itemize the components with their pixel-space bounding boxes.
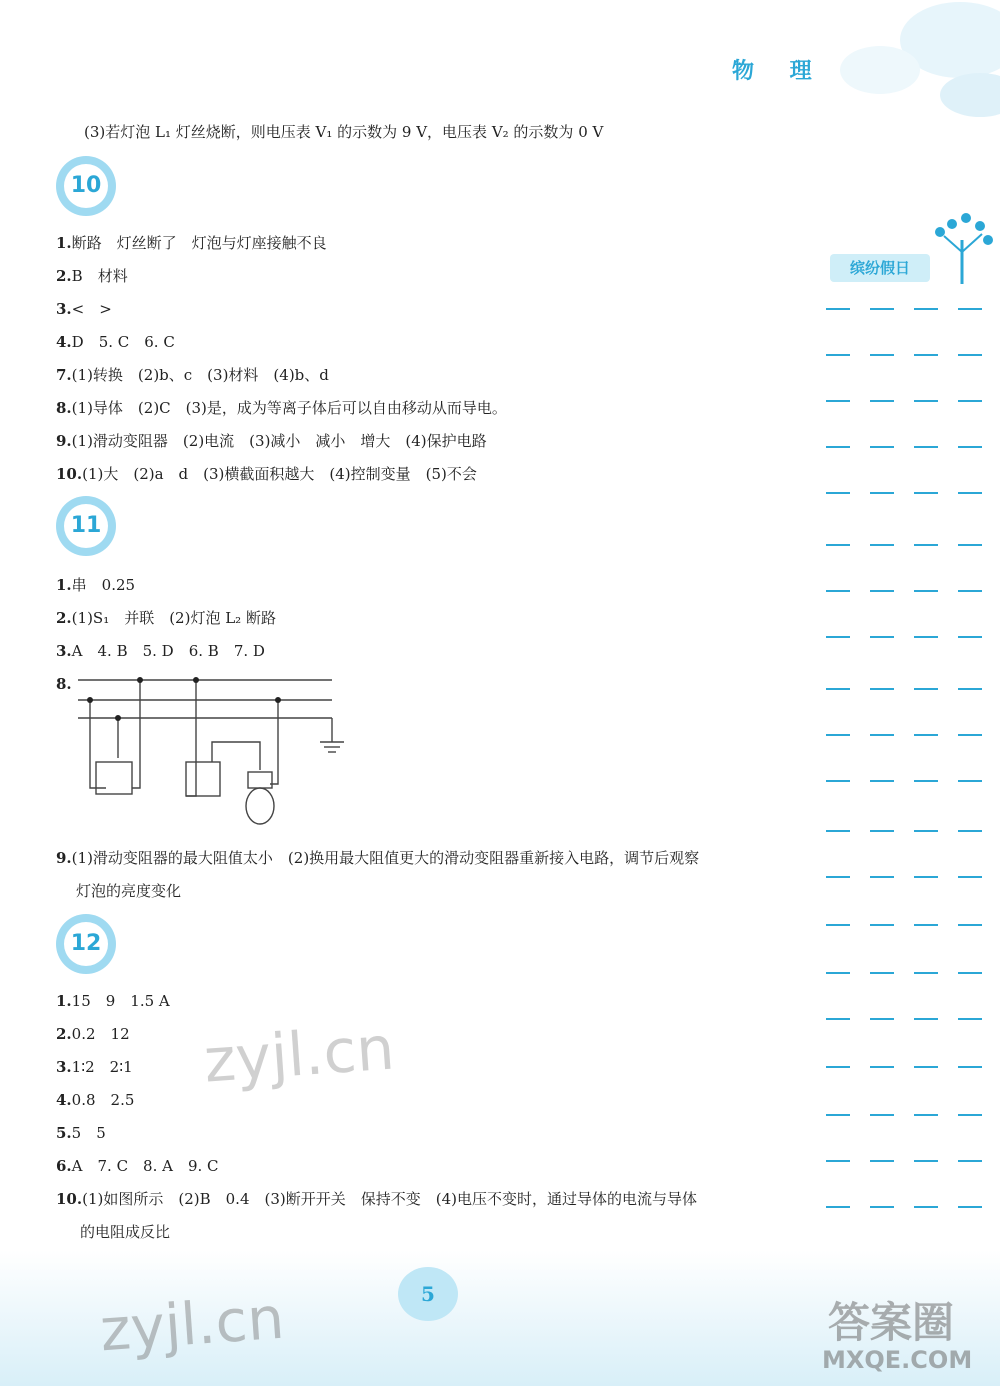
answer-line: 6.A 7. C 8. A 9. C: [56, 1157, 219, 1175]
section-number: 12: [70, 931, 102, 956]
answer-line: 灯泡的亮度变化: [76, 882, 182, 900]
note-line: [826, 492, 1000, 494]
notes-sidebar: [826, 210, 1000, 1270]
note-line: [826, 636, 1000, 638]
answer-line: 2.B 材料: [56, 267, 128, 285]
watermark: zyjl.cn: [97, 1283, 287, 1365]
note-line: [826, 688, 1000, 690]
intro-line: (3)若灯泡 L₁ 灯丝烧断，则电压表 V₁ 的示数为 9 V，电压表 V₂ 的示数为 0 V: [84, 123, 604, 141]
note-line: [826, 1018, 1000, 1020]
note-line: [826, 354, 1000, 356]
answer-line: 1.串 0.25: [56, 576, 136, 594]
answer-line: 1.断路 灯丝断了 灯泡与灯座接触不良: [56, 234, 327, 252]
note-line: [826, 590, 1000, 592]
answer-line: 3.1∶2 2∶1: [56, 1058, 133, 1076]
note-line: [826, 1114, 1000, 1116]
answer-line: 2.0.2 12: [56, 1025, 130, 1043]
answer-line: 9.(1)滑动变阻器的最大阻值太小 (2)换用最大阻值更大的滑动变阻器重新接入电路，调节后观察: [56, 849, 700, 867]
note-line: [826, 734, 1000, 736]
note-line: [826, 544, 1000, 546]
section-badge: [54, 494, 118, 558]
watermark: zyjl.cn: [201, 1013, 397, 1097]
note-line: [826, 830, 1000, 832]
section-number: 10: [70, 173, 102, 198]
household-circuit-diagram: [70, 672, 350, 832]
page-number: 5: [421, 1282, 435, 1306]
answer-line: 4.D 5. C 6. C: [56, 333, 175, 351]
note-line: [826, 446, 1000, 448]
note-line: [826, 1206, 1000, 1208]
note-line: [826, 924, 1000, 926]
note-line: [826, 1160, 1000, 1162]
tree-icon: [926, 210, 996, 286]
answer-line: 9.(1)滑动变阻器 (2)电流 (3)减小 减小 增大 (4)保护电路: [56, 432, 487, 450]
note-line: [826, 308, 1000, 310]
watermark-url: MXQE.COM: [822, 1346, 973, 1374]
note-line: [826, 780, 1000, 782]
section-number: 11: [70, 513, 102, 538]
note-line: [826, 400, 1000, 402]
note-line: [826, 1066, 1000, 1068]
watermark-brand: 答案圈: [828, 1298, 955, 1347]
answer-line: 4.0.8 2.5: [56, 1091, 135, 1109]
answer-line: 10.(1)大 (2)a d (3)横截面积越大 (4)控制变量 (5)不会: [56, 465, 477, 483]
answer-line: 的电阻成反比: [80, 1223, 171, 1241]
section-badge: [54, 154, 118, 218]
answer-line: 3.A 4. B 5. D 6. B 7. D: [56, 642, 265, 660]
answer-line: 8.(1)导体 (2)C (3)是，成为等离子体后可以自由移动从而导电。: [56, 399, 507, 417]
answer-line: 7.(1)转换 (2)b、c (3)材料 (4)b、d: [56, 366, 329, 384]
answer-line: 5.5 5: [56, 1124, 106, 1142]
answer-line: 1.15 9 1.5 A: [56, 992, 170, 1010]
cloud-decoration: [810, 0, 1000, 120]
subject-title: 物 理: [732, 59, 826, 84]
note-line: [826, 972, 1000, 974]
answer-line: 10.(1)如图所示 (2)B 0.4 (3)断开开关 保持不变 (4)电压不变时，通过导体的电流与导体: [56, 1190, 697, 1208]
answer-line: 2.(1)S₁ 并联 (2)灯泡 L₂ 断路: [56, 609, 276, 627]
sidebar-title: 缤纷假日: [830, 254, 930, 282]
answer-line: 3.< >: [56, 300, 112, 318]
page-number-badge: [396, 1264, 460, 1324]
section-badge: [54, 912, 118, 976]
note-line: [826, 876, 1000, 878]
answer-line: 8.: [56, 675, 72, 693]
